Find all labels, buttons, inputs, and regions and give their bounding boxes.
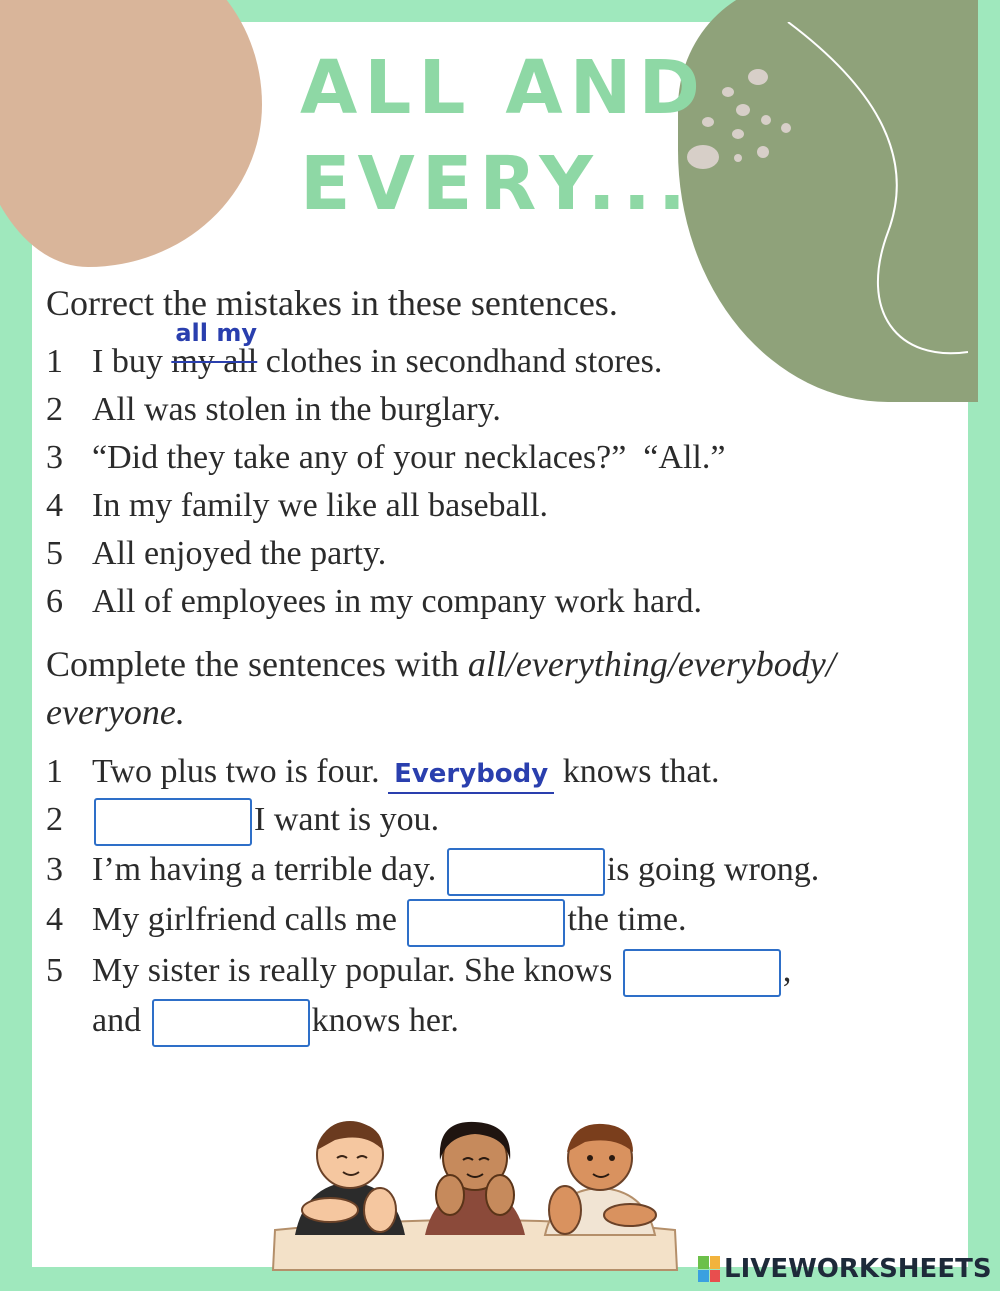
item-text-after: , [782, 951, 792, 989]
worksheet-body [46, 280, 966, 1047]
item-text-line2-before: and [92, 1001, 150, 1039]
item-text [92, 846, 819, 896]
dot-decoration [781, 123, 791, 133]
item-number: 5 [46, 951, 63, 989]
item-number: 4 [46, 487, 63, 524]
item-text-before: Two plus two is four. [92, 753, 389, 790]
example-answer: Everybody [388, 756, 554, 794]
item-text: All enjoyed the party. [92, 535, 387, 572]
dot-decoration [732, 129, 744, 139]
section1-list [46, 319, 966, 626]
section1-instruction: Correct the mistakes in these sentences. [46, 283, 618, 323]
item-number: 2 [46, 801, 63, 838]
handwritten-correction: all my [175, 319, 257, 347]
struck-words: my all [171, 343, 258, 380]
section2-item [46, 846, 966, 896]
item-number: 4 [46, 901, 63, 939]
item-number: 3 [46, 439, 63, 476]
item-text [92, 896, 686, 946]
section1-item [46, 482, 966, 530]
children-illustration [265, 1110, 685, 1275]
struck-text [171, 319, 258, 380]
dot-decoration [722, 87, 734, 97]
item-text: All was stolen in the burglary. [92, 391, 501, 428]
answer-blank-5b[interactable] [152, 999, 310, 1047]
item-text-after: I want is you. [254, 801, 440, 838]
item-text-line2-after: knows her. [311, 1001, 459, 1039]
section2 [46, 640, 966, 1047]
instruction-italic: all/everything/everybody/ everyone. [46, 644, 836, 732]
dot-decoration [736, 104, 750, 116]
dot-decoration [734, 154, 742, 162]
liveworksheets-logo [698, 1254, 992, 1284]
item-text-after: is going wrong. [606, 851, 820, 889]
section1-item [46, 530, 966, 578]
section2-instruction [46, 640, 966, 736]
item-number: 5 [46, 535, 63, 572]
item-text [92, 947, 791, 1047]
dot-decoration [748, 69, 768, 85]
item-text-after: the time. [567, 901, 687, 939]
item-text: In my family we like all baseball. [92, 487, 549, 524]
section2-list [46, 748, 966, 1047]
section2-item [46, 947, 966, 1047]
title-line-2: EVERY... [300, 141, 693, 227]
section2-item [46, 796, 966, 846]
section2-item [46, 748, 966, 796]
dot-decoration [761, 115, 771, 125]
peach-blob-decoration [0, 0, 262, 267]
instruction-plain: Complete the sentences with [46, 644, 468, 684]
item-text-before: My sister is really popular. She knows [92, 951, 621, 989]
item-number: 1 [46, 343, 63, 380]
section2-item [46, 896, 966, 946]
item-text-before: I buy [92, 343, 172, 380]
section1-item [46, 578, 966, 626]
item-text-after: clothes in secondhand stores. [257, 343, 663, 380]
item-number: 3 [46, 851, 63, 889]
item-number: 1 [46, 753, 63, 790]
answer-blank-3[interactable] [447, 848, 605, 896]
item-text: All of employees in my company work hard. [92, 583, 702, 620]
item-text-after: knows that. [554, 753, 720, 790]
item-text-before: I’m having a terrible day. [92, 851, 445, 889]
answer-blank-2[interactable] [94, 798, 252, 846]
item-number: 2 [46, 391, 63, 428]
section1-item [46, 386, 966, 434]
dot-decoration [757, 146, 769, 158]
item-text [92, 748, 720, 796]
logo-text: LIVEWORKSHEETS [724, 1254, 992, 1284]
item-text [92, 796, 439, 846]
section1-item [46, 434, 966, 482]
title-line-1: ALL AND [300, 45, 707, 131]
answer-blank-5a[interactable] [623, 949, 781, 997]
item-text [92, 319, 663, 386]
item-number: 6 [46, 583, 63, 620]
item-text-before: My girlfriend calls me [92, 901, 406, 939]
liveworksheets-logo-icon [698, 1256, 720, 1282]
worksheet-title [300, 40, 720, 232]
answer-blank-4[interactable] [407, 899, 565, 947]
section1-item [46, 319, 966, 386]
item-text: “Did they take any of your necklaces?” “All.” [92, 439, 726, 476]
